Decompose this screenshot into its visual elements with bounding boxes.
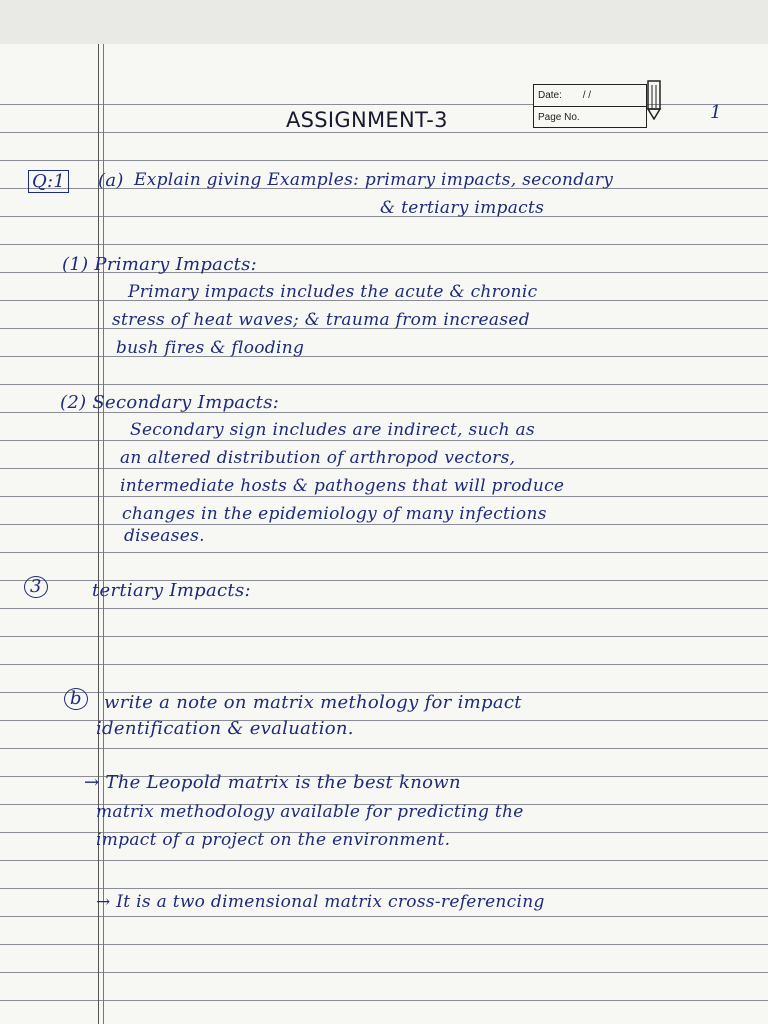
- margin-line-inner: [103, 44, 104, 1024]
- secondary-line5: diseases.: [124, 526, 205, 546]
- leopold-line2: matrix methodology available for predicting the: [96, 802, 524, 822]
- primary-heading: (1) Primary Impacts:: [62, 254, 258, 275]
- secondary-line3: intermediate hosts & pathogens that will produce: [120, 476, 565, 496]
- secondary-heading: (2) Secondary Impacts:: [60, 392, 280, 413]
- tertiary-number-text: 3: [24, 576, 48, 598]
- page-title: ASSIGNMENT-3: [286, 108, 448, 132]
- secondary-line4: changes in the epidemiology of many infections: [122, 504, 547, 524]
- secondary-line1: Secondary sign includes are indirect, such as: [130, 420, 536, 440]
- part-b-line1: write a note on matrix methology for impact: [104, 692, 522, 713]
- page-no-row: [534, 106, 646, 127]
- date-page-box: [533, 84, 647, 128]
- page-no-label: Page No.: [538, 112, 580, 123]
- tertiary-heading: tertiary Impacts:: [92, 580, 251, 601]
- leopold-line1: → The Leopold matrix is the best known: [84, 772, 461, 793]
- leopold-line3: impact of a project on the environment.: [96, 830, 451, 850]
- date-row: [534, 85, 646, 106]
- date-value: / /: [582, 90, 592, 101]
- pencil-icon: [646, 80, 662, 120]
- secondary-line2: an altered distribution of arthropod vectors,: [120, 448, 516, 468]
- part-b-label-text: b: [64, 688, 88, 710]
- primary-line2: stress of heat waves; & trauma from increased: [112, 310, 530, 330]
- notebook-page: [0, 44, 768, 1024]
- margin-line: [98, 44, 99, 1024]
- part-b-label: [64, 688, 88, 710]
- part-a-line1: Explain giving Examples: primary impacts, secondary: [134, 170, 614, 190]
- part-b-line2: identification & evaluation.: [96, 718, 354, 739]
- question-label-text: Q:1: [28, 170, 69, 193]
- question-label: [28, 170, 69, 193]
- primary-line1: Primary impacts includes the acute & chronic: [128, 282, 538, 302]
- part-a-line2: & tertiary impacts: [380, 198, 545, 218]
- tertiary-number: [24, 576, 48, 598]
- date-label: Date:: [538, 90, 562, 101]
- part-a-label: (a): [98, 170, 124, 191]
- last-line1: → It is a two dimensional matrix cross-referencing: [96, 892, 545, 912]
- page-number: 1: [710, 102, 722, 123]
- primary-line3: bush fires & flooding: [116, 338, 305, 358]
